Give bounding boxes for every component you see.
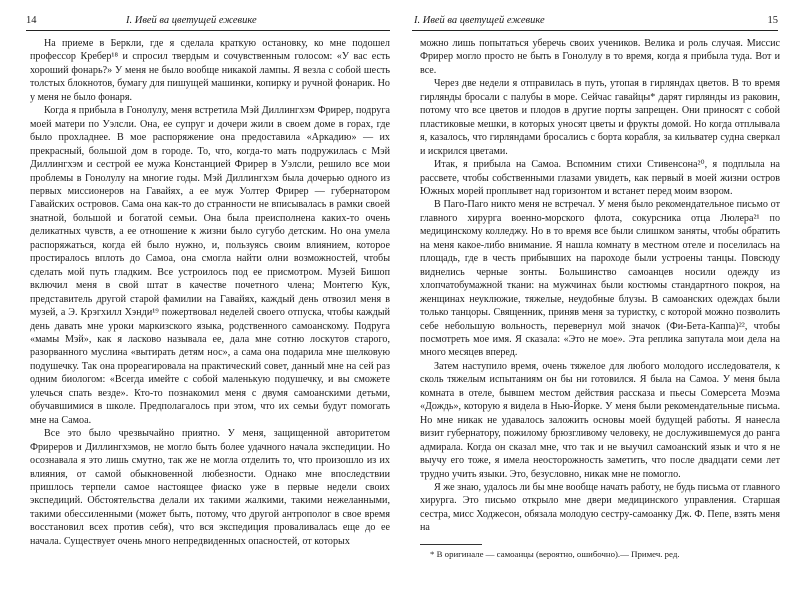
running-title: I. Ивей ва цветущей ежевике xyxy=(414,15,545,26)
right-page-body xyxy=(420,37,780,535)
page-number: 15 xyxy=(767,15,778,26)
paragraph: Затем наступило время, очень тяжелое для любого молодого исследователя, к сколь тяжелым испытаниям он бы ни готовился. Я была на Самоа. У меня была комната в отеле, бывшем местом действия рассказа и пьесы Сомерсета Моэма «Дождь», которую я видела в Нью-Йорке. У меня были рекомендательные письма. Но мне никак не удавалось заложить основы моей будущей работы. Я нанесла визит губернатору, пожилому брюзгливому человеку, не дослужившемуся до ранга адмирала. Когда он сказал мне, что так и не выучил самоанский язык и что я не выучу его тоже, я имела неосторожность заметить, что после двадцати семи лет трудно учить языки. Это, безусловно, никак мне не помогло. xyxy=(420,360,780,480)
paragraph: Когда я прибыла в Гонолулу, меня встретила Мэй Диллингхэм Фрирер, подруга моей матери по Уэлсли. Она, ее супруг и дочери жили в своем доме в горах, где было прохладнее. В мое распоряжение она предоставила «Аркадию» — их прекрасный, большой дом в городе. То, что, когда-то мать подружилась с Мэй Диллингхэм и сестрой ее мужа Констанцией Фрирер в Уэлсли, решило все мои проблемы в Гонолулу на многие годы. Мэй Диллингхэм была дочерью одного из первых миссионеров на Гавайях, а ее муж Уолтер Фрирер — губернатором Гавайских островов. Сама она как-то до странности не вписывалась в рамки своей знатной, большой и богатой семьи. Она была преисполнена каких-то очень деликатных чувств, а ее отношение к жизни было сугубо детским. Но она умела распоряжаться, когда ей было нужно, и, пользуясь своим влиянием, которое простиралось вплоть до Самоа, она смогла найти олни возможностей, чтобы сделать мой путь гладким. Все устроилось под ее присмотром. Музей Бишоп включил меня в свой штат в качестве почетного члена; Монтегю Кук, представитель другой старой фамилии на Гавайях, каждый день отвозил меня в музей, а Э. Крэгхилл Хэнди¹⁹ пожертвовал неделей своего отпуска, чтобы каждый день давать мне уроки маркизского языка, родственного самоанскому. Подруга «мамы Мэй», как я ласково называла ее, дала мне сотню лоскутов старого, разорванного муслина «вытирать детям нос», а сама она подарила мне шелковую подушечку. Так она прореагировала на практический совет, данный мне на сей раз одним биологом: «Всегда имейте с собой маленькую подушечку, и вы сможете улечься спать везде». Кто-то познакомил меня с двумя самоанскими детьми, обучавшимися в школе. Предполагалось при этом, что их семьи будут помогать мне на Самоа. xyxy=(30,105,390,426)
right-page xyxy=(400,0,800,592)
paragraph: можно лишь попытаться уберечь своих учеников. Велика и роль случая. Миссис Фрирер могло просто не быть в Гонолулу в то время, когда я прибыла туда. Вот и все. xyxy=(420,38,780,76)
paragraph: На приеме в Беркли, где я сделала краткую остановку, ко мне подошел профессор Кребер¹⁸ и спросил твердым и сочувственным голосом: «У вас есть хороший фонарь?» У меня не было вообще никакой лампы. Я везла с собой шесть толстых блокнотов, бумагу для пишущей машинки, копирку и ручной фонарик. Но у меня не было фонаря. xyxy=(30,38,390,103)
right-page-header xyxy=(412,13,778,31)
paragraph: Итак, я прибыла на Самоа. Вспомним стихи Стивенсона²⁰, я подплыла на рассвете, чтобы собственными глазами увидеть, как первый в моей жизни остров Южных морей проплывет над горизонтом и встанет перед моим взором. xyxy=(420,159,780,197)
paragraph: В Паго-Паго никто меня не встречал. У меня было рекомендательное письмо от главного хирурга военно-морского флота, сокурсника отца Люлера²¹ по медицинскому колледжу. Но в то время все были слишком заняты, чтобы обратить на меня какое-либо внимание. Я нашла комнату в местном отеле и поселилась на площадь, где в честь прибывших на пароходе были устроены танцы. Повсюду виднелись черные зонты. Большинство самоанцев носили одежду из хлопчатобумажной ткани: на мужчинах были костюмы стандартного покроя, на женщинах неуклюжие, тяжелые, неудобные блузы. В самоанских одеждах были только танцоры. Священник, приняв меня за туристку, с которой можно позволить себе небольшую вольность, перевернул мой значок (Фи-Бета-Каппа)²², чтобы посмотреть мое имя. Я сказала: «Это не мое». Эта реплика запутала мои дела на много месяцев вперед. xyxy=(420,199,780,359)
left-page-body xyxy=(30,37,390,548)
page-number: 14 xyxy=(26,15,37,26)
paragraph: Через две недели я отправилась в путь, утопая в гирляндах цветов. В то время гирлянды бросали с палубы в море. Сейчас гавайцы* дарят гирлянды из раковин, потому что все цветов и плодов в другие порты запрещен. Они приносят с собой пластиковые мешки, в которых уносят цветы и фрукты домой. Но когда отплывала я, казалось, что гирляндами бросались с борта корабля, за кильватер судна сверкал и искрился цветами. xyxy=(420,78,780,157)
footnote-divider xyxy=(420,544,482,545)
running-title: I. Ивей ва цветущей ежевике xyxy=(126,15,257,26)
footnote: * В оригинале — самоанцы (вероятно, ошибочно).— Примеч. ред. xyxy=(430,549,680,559)
paragraph: Я же знаю, удалось ли бы мне вообще начать работу, не будь письма от главного хирурга. Это письмо открыло мне двери медицинского управления. Старшая сестра, мисс Ходжесон, обязала молодую сестру-самоанку Дж. Ф. Пепе, взять меня на xyxy=(420,481,780,534)
left-page-header xyxy=(26,13,390,31)
paragraph: Все это было чрезвычайно приятно. У меня, защищенной авторитетом Фриреров и Диллингхэмов, не могло быть более удачного начала экспедиции. Но осознавала я это лишь смутно, так же не могла отделить то, что произошло из их влияния, от самой обыкновенной любезности. Однако мне впоследствии пришлось терпели самое настоящее фиаско уже в первые недели своих экспедиций. Обстоятельства делали их такими жалкими, такими нежеланными, такими обессиленными (может быть, потому, что другой антрополог в свое время восстановил всех против себя), что вся экспедиция проваливалась еще до ее начала. Существует очень много непредвиденных опасностей, от которых xyxy=(30,428,390,547)
